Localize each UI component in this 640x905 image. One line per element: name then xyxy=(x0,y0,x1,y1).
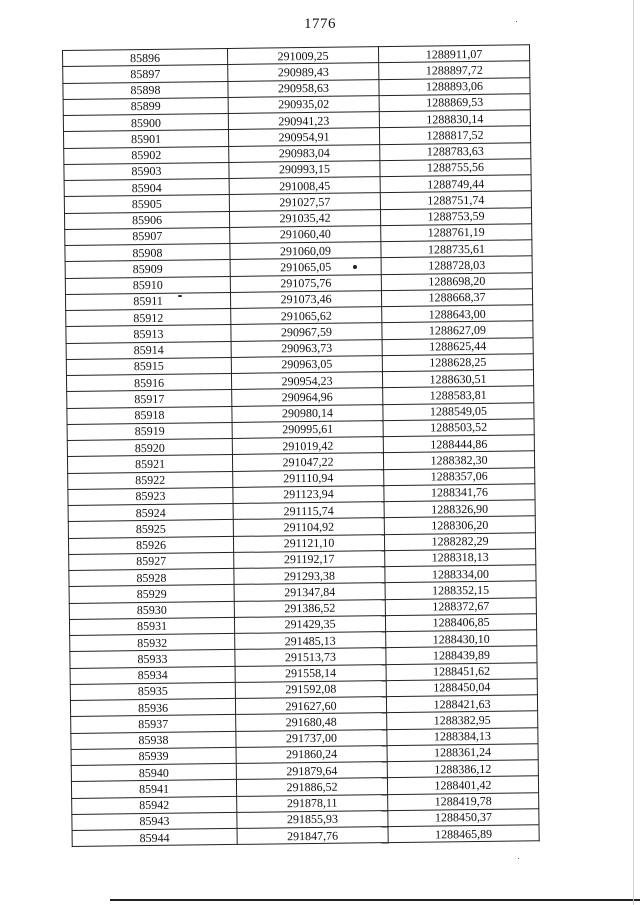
x-coordinate-cell: 290963,73 xyxy=(231,339,382,357)
x-coordinate-cell: 291293,38 xyxy=(234,567,385,585)
point-number-cell: 85928 xyxy=(69,568,234,586)
y-coordinate-cell: 1288465,89 xyxy=(388,825,539,843)
y-coordinate-cell: 1288421,63 xyxy=(386,695,537,713)
x-coordinate-cell: 291879,64 xyxy=(236,762,387,780)
point-number-cell: 85898 xyxy=(63,81,228,99)
y-coordinate-cell: 1288749,44 xyxy=(380,175,531,193)
x-coordinate-cell: 290983,04 xyxy=(229,144,380,162)
point-number-cell: 85906 xyxy=(64,211,229,229)
point-number-cell: 85935 xyxy=(70,682,235,700)
x-coordinate-cell: 291878,11 xyxy=(237,794,388,812)
y-coordinate-cell: 1288583,81 xyxy=(383,386,534,404)
point-number-cell: 85918 xyxy=(67,406,232,424)
y-coordinate-cell: 1288282,29 xyxy=(384,532,535,550)
point-number-cell: 85913 xyxy=(66,325,231,343)
x-coordinate-cell: 291073,46 xyxy=(230,290,381,308)
x-coordinate-cell: 290993,15 xyxy=(229,160,380,178)
point-number-cell: 85914 xyxy=(66,341,231,359)
y-coordinate-cell: 1288444,86 xyxy=(383,435,534,453)
y-coordinate-cell: 1288755,56 xyxy=(380,159,531,177)
point-number-cell: 85897 xyxy=(63,65,228,83)
x-coordinate-cell: 290967,59 xyxy=(231,323,382,341)
x-coordinate-cell: 291035,42 xyxy=(229,209,380,227)
x-coordinate-cell: 291104,92 xyxy=(233,518,384,536)
point-number-cell: 85926 xyxy=(68,536,233,554)
x-coordinate-cell: 290963,05 xyxy=(231,355,382,373)
point-number-cell: 85912 xyxy=(66,308,231,326)
x-coordinate-cell: 291347,84 xyxy=(234,583,385,601)
x-coordinate-cell: 290954,23 xyxy=(231,372,382,390)
point-number-cell: 85904 xyxy=(64,178,229,196)
point-number-cell: 85911 xyxy=(65,292,230,310)
y-coordinate-cell: 1288897,72 xyxy=(379,61,530,79)
x-coordinate-cell: 291060,09 xyxy=(230,242,381,260)
point-number-cell: 85905 xyxy=(64,195,229,213)
y-coordinate-cell: 1288668,37 xyxy=(381,289,532,307)
point-number-cell: 85931 xyxy=(69,617,234,635)
y-coordinate-cell: 1288450,04 xyxy=(386,678,537,696)
x-coordinate-cell: 291429,35 xyxy=(234,615,385,633)
y-coordinate-cell: 1288326,90 xyxy=(384,500,535,518)
x-coordinate-cell: 290958,63 xyxy=(228,79,379,97)
x-coordinate-cell: 291386,52 xyxy=(234,599,385,617)
scan-speck xyxy=(518,858,519,859)
point-number-cell: 85896 xyxy=(63,48,228,66)
x-coordinate-cell: 291123,94 xyxy=(233,485,384,503)
x-coordinate-cell: 291485,13 xyxy=(235,632,386,650)
point-number-cell: 85921 xyxy=(67,455,232,473)
y-coordinate-cell: 1288372,67 xyxy=(385,597,536,615)
point-number-cell: 85917 xyxy=(67,390,232,408)
x-coordinate-cell: 291019,42 xyxy=(232,437,383,455)
x-coordinate-cell: 291513,73 xyxy=(235,648,386,666)
point-number-cell: 85934 xyxy=(70,666,235,684)
point-number-cell: 85940 xyxy=(71,763,236,781)
y-coordinate-cell: 1288783,63 xyxy=(380,142,531,160)
coordinates-table-wrapper xyxy=(62,44,540,847)
y-coordinate-cell: 1288630,51 xyxy=(382,370,533,388)
y-coordinate-cell: 1288753,59 xyxy=(380,207,531,225)
point-number-cell: 85916 xyxy=(66,373,231,391)
x-coordinate-cell: 290980,14 xyxy=(232,404,383,422)
point-number-cell: 85923 xyxy=(68,487,233,505)
point-number-cell: 85903 xyxy=(64,162,229,180)
point-number-cell: 85915 xyxy=(66,357,231,375)
scan-right-edge xyxy=(633,0,634,905)
point-number-cell: 85902 xyxy=(64,146,229,164)
y-coordinate-cell: 1288893,06 xyxy=(379,77,530,95)
x-coordinate-cell: 291060,40 xyxy=(230,225,381,243)
x-coordinate-cell: 290995,61 xyxy=(232,420,383,438)
x-coordinate-cell: 291855,93 xyxy=(237,810,388,828)
point-number-cell: 85908 xyxy=(65,243,230,261)
y-coordinate-cell: 1288352,15 xyxy=(385,581,536,599)
point-number-cell: 85941 xyxy=(71,780,236,798)
y-coordinate-cell: 1288817,52 xyxy=(379,126,530,144)
x-coordinate-cell: 291075,76 xyxy=(230,274,381,292)
y-coordinate-cell: 1288419,78 xyxy=(388,792,539,810)
y-coordinate-cell: 1288439,89 xyxy=(386,646,537,664)
x-coordinate-cell: 290935,02 xyxy=(228,95,379,113)
y-coordinate-cell: 1288382,30 xyxy=(383,451,534,469)
y-coordinate-cell: 1288318,13 xyxy=(385,549,536,567)
point-number-cell: 85937 xyxy=(71,715,236,733)
x-coordinate-cell: 291680,48 xyxy=(236,713,387,731)
x-coordinate-cell: 291110,94 xyxy=(233,469,384,487)
y-coordinate-cell: 1288628,25 xyxy=(382,354,533,372)
x-coordinate-cell: 291027,57 xyxy=(229,193,380,211)
point-number-cell: 85929 xyxy=(69,585,234,603)
point-number-cell: 85944 xyxy=(72,828,237,846)
y-coordinate-cell: 1288698,20 xyxy=(381,272,532,290)
page-number: 1776 xyxy=(304,16,336,32)
y-coordinate-cell: 1288341,76 xyxy=(384,484,535,502)
x-coordinate-cell: 291558,14 xyxy=(235,664,386,682)
point-number-cell: 85930 xyxy=(69,601,234,619)
x-coordinate-cell: 291592,08 xyxy=(235,680,386,698)
y-coordinate-cell: 1288728,03 xyxy=(381,256,532,274)
x-coordinate-cell: 291065,05 xyxy=(230,258,381,276)
x-coordinate-cell: 291009,25 xyxy=(227,47,378,65)
scan-speck xyxy=(178,295,182,297)
x-coordinate-cell: 291047,22 xyxy=(232,453,383,471)
y-coordinate-cell: 1288406,85 xyxy=(385,613,536,631)
point-number-cell: 85920 xyxy=(67,438,232,456)
scan-bottom-rule xyxy=(110,899,640,901)
point-number-cell: 85925 xyxy=(68,520,233,538)
point-number-cell: 85936 xyxy=(70,698,235,716)
x-coordinate-cell: 291121,10 xyxy=(233,534,384,552)
y-coordinate-cell: 1288430,10 xyxy=(386,630,537,648)
point-number-cell: 85922 xyxy=(68,471,233,489)
point-number-cell: 85899 xyxy=(63,97,228,115)
point-number-cell: 85924 xyxy=(68,503,233,521)
y-coordinate-cell: 1288334,00 xyxy=(385,565,536,583)
point-number-cell: 85927 xyxy=(69,552,234,570)
point-number-cell: 85933 xyxy=(70,650,235,668)
y-coordinate-cell: 1288386,12 xyxy=(387,760,538,778)
x-coordinate-cell: 290964,96 xyxy=(232,388,383,406)
y-coordinate-cell: 1288627,09 xyxy=(382,321,533,339)
x-coordinate-cell: 291737,00 xyxy=(236,729,387,747)
x-coordinate-cell: 291627,60 xyxy=(235,697,386,715)
y-coordinate-cell: 1288869,53 xyxy=(379,94,530,112)
y-coordinate-cell: 1288450,37 xyxy=(388,808,539,826)
y-coordinate-cell: 1288625,44 xyxy=(382,337,533,355)
y-coordinate-cell: 1288401,42 xyxy=(387,776,538,794)
point-number-cell: 85943 xyxy=(72,812,237,830)
y-coordinate-cell: 1288357,06 xyxy=(384,467,535,485)
point-number-cell: 85938 xyxy=(71,731,236,749)
scan-speck xyxy=(353,265,357,269)
y-coordinate-cell: 1288549,05 xyxy=(383,402,534,420)
y-coordinate-cell: 1288830,14 xyxy=(379,110,530,128)
y-coordinate-cell: 1288361,24 xyxy=(387,743,538,761)
y-coordinate-cell: 1288751,74 xyxy=(380,191,531,209)
y-coordinate-cell: 1288761,19 xyxy=(381,224,532,242)
y-coordinate-cell: 1288382,95 xyxy=(387,711,538,729)
x-coordinate-cell: 291847,76 xyxy=(237,827,388,845)
coordinates-table-body xyxy=(63,45,540,847)
x-coordinate-cell: 291065,62 xyxy=(231,307,382,325)
point-number-cell: 85907 xyxy=(65,227,230,245)
point-number-cell: 85932 xyxy=(70,633,235,651)
x-coordinate-cell: 290989,43 xyxy=(228,63,379,81)
x-coordinate-cell: 290954,91 xyxy=(228,128,379,146)
x-coordinate-cell: 291860,24 xyxy=(236,745,387,763)
point-number-cell: 85942 xyxy=(72,796,237,814)
x-coordinate-cell: 291115,74 xyxy=(233,502,384,520)
y-coordinate-cell: 1288306,20 xyxy=(384,516,535,534)
point-number-cell: 85919 xyxy=(67,422,232,440)
coordinates-table xyxy=(62,44,540,847)
point-number-cell: 85901 xyxy=(63,130,228,148)
x-coordinate-cell: 290941,23 xyxy=(228,112,379,130)
y-coordinate-cell: 1288911,07 xyxy=(378,45,529,63)
x-coordinate-cell: 291192,17 xyxy=(234,550,385,568)
y-coordinate-cell: 1288735,61 xyxy=(381,240,532,258)
x-coordinate-cell: 291008,45 xyxy=(229,177,380,195)
point-number-cell: 85909 xyxy=(65,260,230,278)
y-coordinate-cell: 1288643,00 xyxy=(382,305,533,323)
point-number-cell: 85910 xyxy=(65,276,230,294)
point-number-cell: 85900 xyxy=(63,113,228,131)
y-coordinate-cell: 1288503,52 xyxy=(383,419,534,437)
x-coordinate-cell: 291886,52 xyxy=(236,778,387,796)
y-coordinate-cell: 1288451,62 xyxy=(386,662,537,680)
y-coordinate-cell: 1288384,13 xyxy=(387,727,538,745)
scan-speck xyxy=(516,21,517,22)
point-number-cell: 85939 xyxy=(71,747,236,765)
